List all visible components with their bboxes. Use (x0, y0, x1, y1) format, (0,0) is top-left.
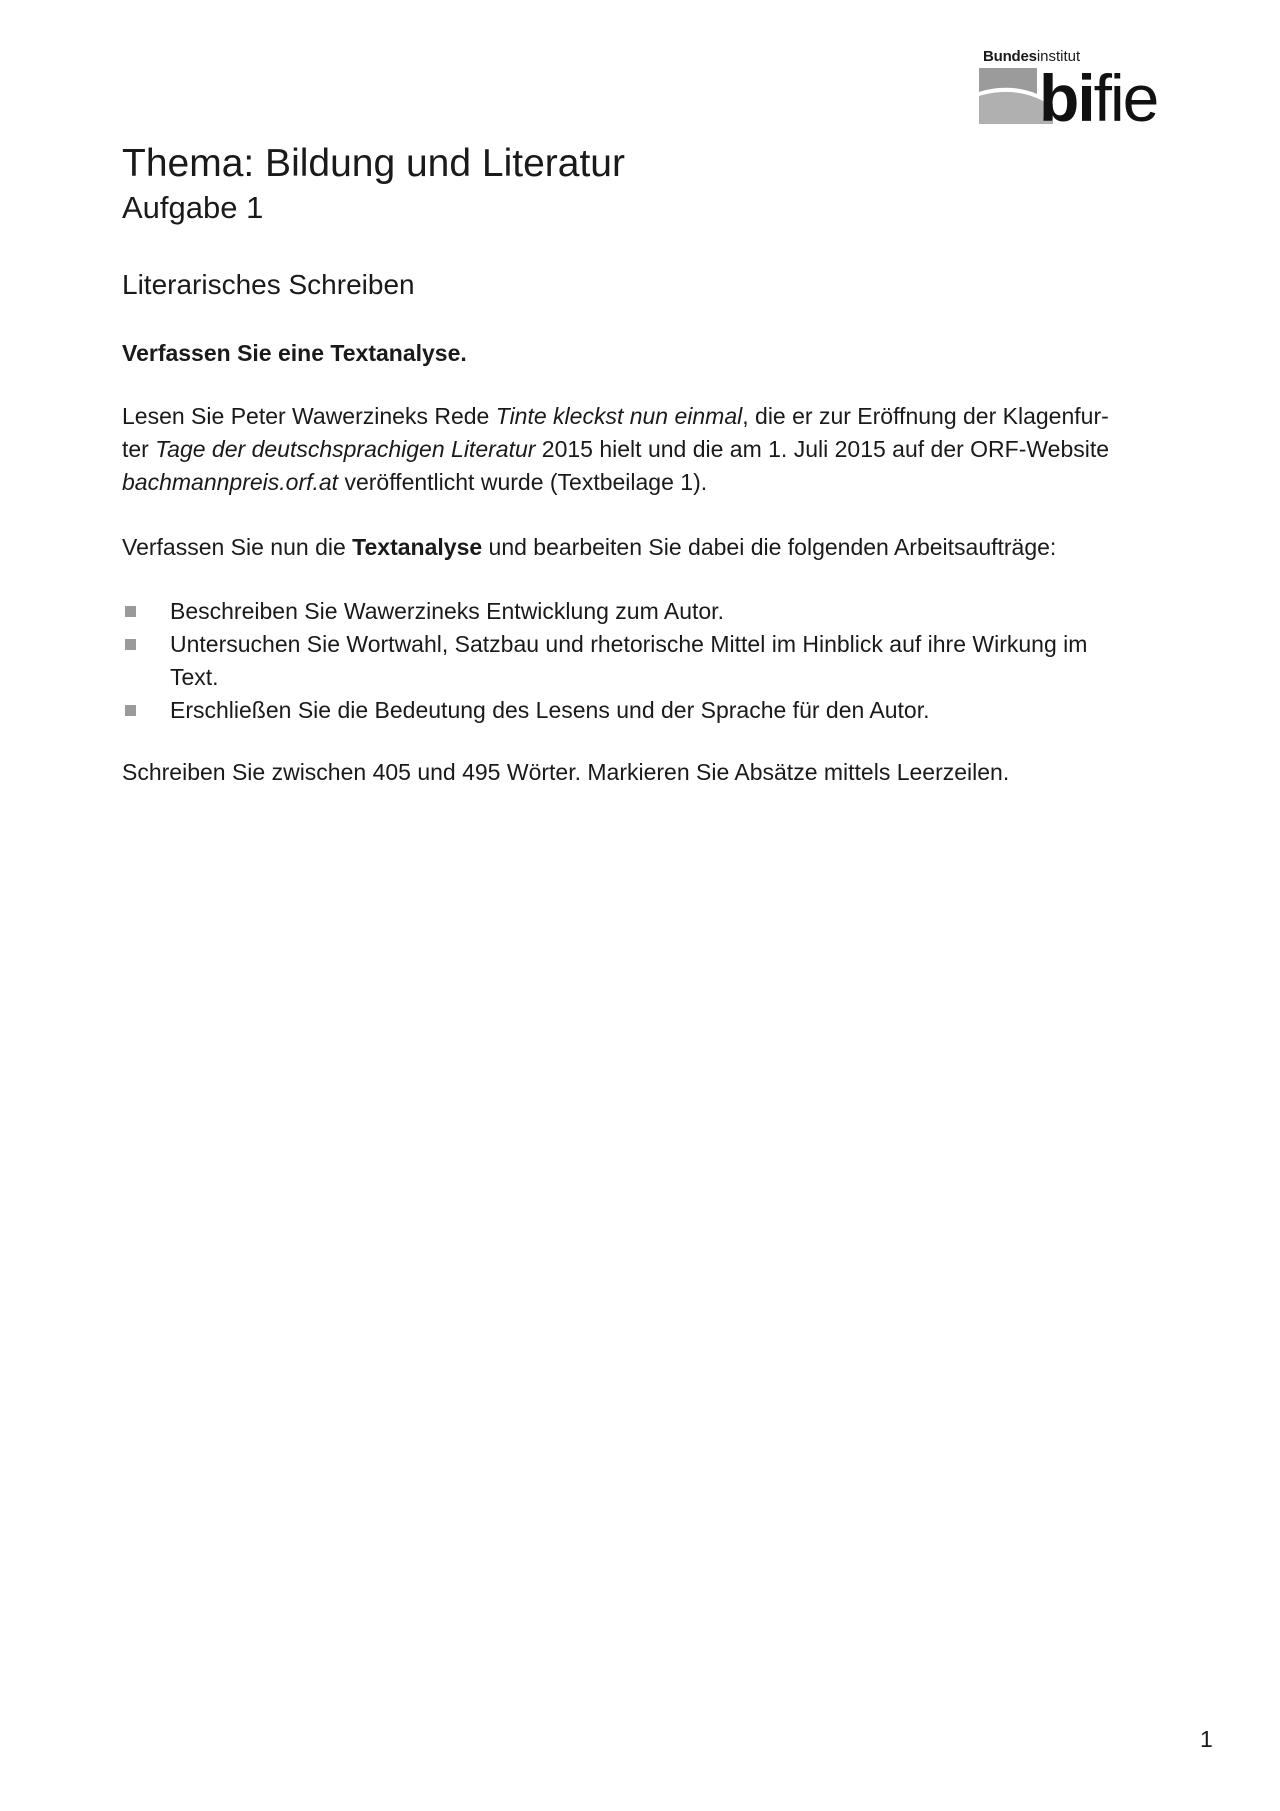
list-item-text-continued: Text. (170, 664, 219, 690)
logo-word-regular: fie (1093, 61, 1158, 135)
intro-line-3 (122, 466, 1109, 499)
task-title: Verfassen Sie eine Textanalyse. (122, 340, 467, 366)
logo-top-regular: institut (1036, 48, 1081, 65)
list-item-text: Untersuchen Sie Wortwahl, Satzbau und rhetorische Mittel im Hinblick auf ihre Wirkung im (170, 631, 1088, 657)
instruction-keyword: Textanalyse (352, 534, 483, 560)
page-number: 1 (1200, 1726, 1213, 1752)
website-name: bachmannpreis.orf.at (122, 469, 339, 495)
logo-word-bold: bi (1039, 61, 1094, 135)
task-list (122, 595, 1087, 727)
intro-line-1 (122, 400, 1109, 433)
square-bullet-icon (125, 606, 136, 617)
page-subtitle: Aufgabe 1 (122, 190, 264, 225)
list-item (122, 694, 1087, 727)
intro-line-2 (122, 433, 1109, 466)
list-item (122, 595, 1087, 628)
logo-word (1039, 58, 1157, 138)
instruction-text: Verfassen Sie nun die (122, 534, 353, 560)
instruction-text: und bearbeiten Sie dabei die folgenden Arbeitsaufträge: (482, 534, 1057, 560)
square-bullet-icon (125, 639, 136, 650)
event-name: Tage der deutschsprachigen Literatur (155, 436, 536, 462)
word-count-instruction: Schreiben Sie zwischen 405 und 495 Wörter. Markieren Sie Absätze mittels Leerzeilen. (122, 759, 1010, 785)
list-item-text: Beschreiben Sie Wawerzineks Entwicklung zum Autor. (170, 598, 724, 624)
speech-title: Tinte kleckst nun einmal (495, 403, 743, 429)
section-heading: Literarisches Schreiben (122, 269, 415, 300)
intro-text: Lesen Sie Peter Wawerzineks Rede (122, 403, 496, 429)
bifie-logo (979, 44, 1167, 135)
task-instruction (122, 531, 1056, 564)
intro-text: veröffentlicht wurde (Textbeilage 1). (338, 469, 708, 495)
page-title: Thema: Bildung und Literatur (122, 142, 625, 185)
intro-text: ter (122, 436, 156, 462)
intro-text: 2015 hielt und die am 1. Juli 2015 auf der ORF-Website (535, 436, 1110, 462)
square-bullet-icon (125, 705, 136, 716)
intro-text: , die er zur Eröffnung der Klagenfur- (742, 403, 1109, 429)
list-item-text: Erschließen Sie die Bedeutung des Lesens und der Sprache für den Autor. (170, 697, 930, 723)
task-intro (122, 400, 1109, 499)
logo-top-bold: Bundes (983, 48, 1037, 65)
list-item (122, 628, 1087, 694)
